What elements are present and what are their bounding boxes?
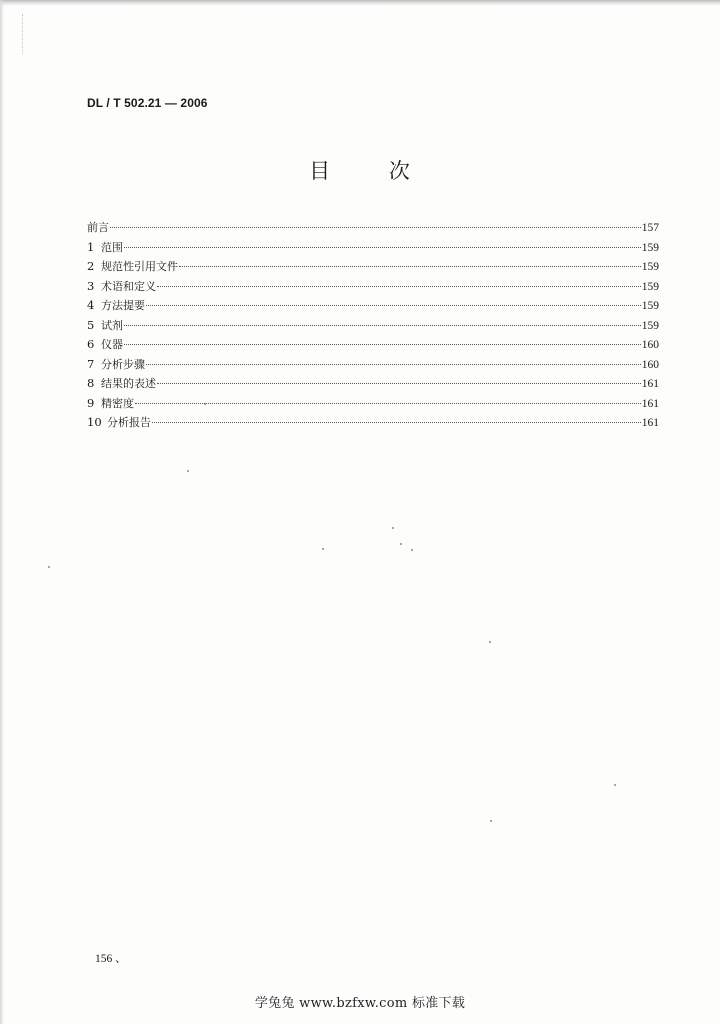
toc-entry-page: 159 bbox=[641, 241, 659, 254]
toc-entry-page: 159 bbox=[641, 319, 659, 332]
scan-speck bbox=[322, 548, 324, 550]
toc-entry-number: 8 bbox=[87, 376, 95, 390]
toc-entry-page: 161 bbox=[641, 397, 659, 410]
scan-speck bbox=[614, 784, 616, 786]
toc-entry-label: 结果的表述 bbox=[101, 377, 156, 390]
scan-top-edge bbox=[0, 0, 720, 6]
toc-entry-number: 7 bbox=[87, 356, 95, 371]
toc-entry-number: 6 bbox=[87, 337, 95, 351]
toc-entry-page: 160 bbox=[641, 358, 659, 371]
scan-speck bbox=[489, 641, 491, 643]
toc-entry-page: 159 bbox=[641, 300, 659, 312]
document-code: DL / T 502.21 — 2006 bbox=[87, 96, 208, 110]
scan-speck bbox=[187, 470, 189, 472]
toc-entry[interactable] bbox=[87, 394, 659, 414]
toc-entry-label: 分析步骤 bbox=[101, 357, 145, 371]
table-of-contents bbox=[87, 218, 659, 433]
toc-entry-number: 1 bbox=[87, 239, 95, 254]
toc-entry-label: 术语和定义 bbox=[101, 279, 156, 293]
toc-dot-leader bbox=[124, 247, 641, 248]
toc-entry-number: 10 bbox=[87, 415, 102, 429]
toc-entry-label: 规范性引用文件 bbox=[101, 260, 178, 273]
toc-entry-number: 5 bbox=[87, 317, 95, 332]
toc-entry[interactable] bbox=[87, 355, 659, 375]
toc-dot-leader bbox=[157, 383, 641, 384]
toc-entry-page: 161 bbox=[641, 417, 659, 429]
toc-entry-page: 160 bbox=[641, 339, 659, 351]
toc-dot-leader bbox=[135, 403, 641, 404]
toc-dot-leader bbox=[124, 344, 641, 345]
toc-entry[interactable] bbox=[87, 374, 659, 394]
toc-entry-page: 161 bbox=[641, 378, 659, 390]
toc-entry-page: 159 bbox=[641, 261, 659, 273]
footer-watermark: 学兔兔 www.bzfxw.com 标准下载 bbox=[254, 996, 466, 1011]
toc-entry-page: 157 bbox=[641, 222, 659, 234]
toc-entry-label: 仪器 bbox=[101, 338, 123, 351]
page-title: 目 次 bbox=[309, 159, 436, 183]
toc-entry[interactable] bbox=[87, 413, 659, 433]
toc-entry[interactable] bbox=[87, 218, 659, 238]
scan-speck bbox=[48, 566, 50, 568]
scan-speck bbox=[490, 820, 492, 822]
scan-speck bbox=[392, 527, 394, 529]
toc-entry-label: 分析报告 bbox=[107, 416, 151, 429]
toc-entry-number: 3 bbox=[87, 278, 95, 293]
toc-entry[interactable] bbox=[87, 296, 659, 316]
page-number: 156 、 bbox=[95, 953, 127, 965]
toc-entry[interactable] bbox=[87, 238, 659, 258]
toc-dot-leader bbox=[124, 325, 641, 326]
toc-dot-leader bbox=[157, 286, 641, 287]
toc-entry-label: 试剂 bbox=[101, 318, 123, 332]
toc-entry-label: 方法提要 bbox=[101, 299, 145, 312]
toc-dot-leader bbox=[146, 364, 641, 365]
toc-entry-number: 4 bbox=[87, 298, 95, 312]
toc-entry-label: 精密度 bbox=[101, 396, 134, 410]
scan-speck bbox=[411, 549, 413, 551]
toc-entry[interactable] bbox=[87, 316, 659, 336]
toc-entry-label: 范围 bbox=[101, 240, 123, 254]
toc-dot-leader bbox=[152, 422, 641, 423]
toc-entry-number: 2 bbox=[87, 259, 95, 273]
toc-entry[interactable] bbox=[87, 257, 659, 277]
toc-entry[interactable] bbox=[87, 277, 659, 297]
scan-mark bbox=[22, 14, 25, 54]
toc-dot-leader bbox=[179, 266, 641, 267]
toc-entry-label: 前言 bbox=[87, 221, 109, 234]
toc-dot-leader bbox=[146, 305, 641, 306]
scan-left-edge bbox=[0, 0, 4, 1024]
scan-speck bbox=[400, 543, 402, 545]
toc-entry-page: 159 bbox=[641, 280, 659, 293]
toc-entry[interactable] bbox=[87, 335, 659, 355]
toc-dot-leader bbox=[110, 227, 641, 228]
toc-entry-number: 9 bbox=[87, 395, 95, 410]
